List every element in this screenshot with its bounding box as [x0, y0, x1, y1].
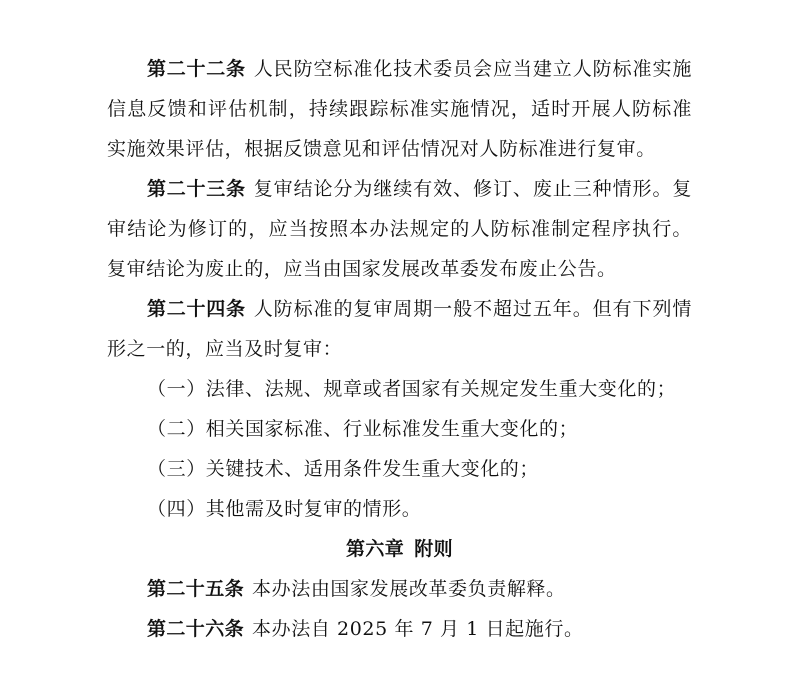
article-text: 本办法由国家发展改革委负责解释。 [252, 578, 566, 600]
list-item: （一）法律、法规、规章或者国家有关规定发生重大变化的； [147, 378, 677, 400]
article-title: 第二十三条 [147, 178, 246, 200]
article-title: 第二十四条 [147, 298, 246, 320]
chapter-number: 第六章 [345, 538, 405, 560]
article-title: 第二十二条 [147, 58, 246, 80]
chapter-name: 附则 [414, 538, 453, 560]
chapter-heading [107, 529, 692, 569]
article-23 [107, 169, 692, 289]
article-24 [107, 289, 692, 369]
article-26 [107, 609, 692, 649]
article-25 [107, 569, 692, 609]
article-text: 人防标准的复审周期一般不超过五年。但有下列情形之一的，应当及时复审： [107, 298, 692, 360]
document-page [107, 49, 692, 649]
article-title: 第二十五条 [147, 578, 245, 600]
list-item: （三）关键技术、适用条件发生重大变化的； [147, 458, 540, 480]
article-text: 本办法自 2025 年 7 月 1 日起施行。 [252, 618, 584, 640]
article-22 [107, 49, 692, 169]
list-item: （二）相关国家标准、行业标准发生重大变化的； [147, 418, 579, 440]
article-title: 第二十六条 [147, 618, 245, 640]
list-item: （四）其他需及时复审的情形。 [147, 498, 422, 520]
article-text: 人民防空标准化技术委员会应当建立人防标准实施信息反馈和评估机制，持续跟踪标准实施情况，适时开展人防标准实施效果评估，根据反馈意见和评估情况对人防标准进行复审。 [107, 58, 692, 160]
article-text: 复审结论分为继续有效、修订、废止三种情形。复审结论为修订的，应当按照本办法规定的人防标准制定程序执行。复审结论为废止的，应当由国家发展改革委发布废止公告。 [107, 178, 692, 280]
